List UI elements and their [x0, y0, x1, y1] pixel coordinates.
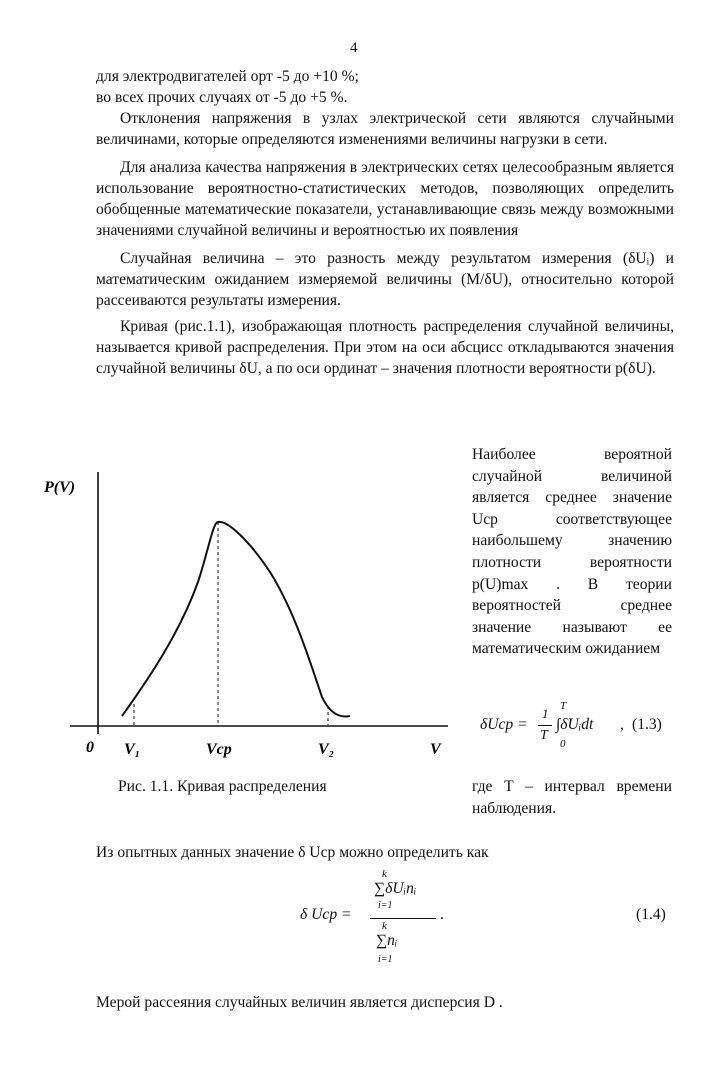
formula-1-4-numerator: ∑δUᵢnᵢ: [374, 880, 417, 897]
paragraph-after-figure: Из опытных данных значение δ Uср можно определить как: [96, 844, 489, 861]
formula-1-4-sum-bottom-num: i=1: [378, 900, 393, 911]
formula-1-4: [300, 868, 680, 978]
last-line-block: [96, 992, 674, 1013]
tick-label-v1: V₁: [124, 741, 141, 758]
origin-label: 0: [86, 739, 94, 756]
figure-caption: Рис. 1.1. Кривая распределения: [118, 778, 327, 795]
equation-number-1-4: (1.4): [636, 906, 666, 923]
formula-1-4-tail: .: [440, 906, 444, 923]
formula-1-3-int-lower: 0: [560, 738, 566, 750]
x-axis-label: V: [430, 741, 441, 758]
formula-1-4-sum-bottom-den: i=1: [378, 954, 393, 965]
formula-1-3: [480, 700, 680, 758]
formula-1-3-frac-den: T: [540, 728, 548, 743]
tick-label-vcp: Vср: [206, 741, 232, 758]
paragraph-1: Отклонения напряжения в узлах электрической сети являются случайными величинами, которые определяются изменениями величины нагрузки в сети.: [96, 110, 674, 148]
top-text-block: [96, 66, 674, 379]
formula-1-4-sum-top-den: k: [382, 920, 387, 932]
formula-1-4-sum-top-num: k: [382, 868, 387, 880]
side-text: Наиболее вероятной случайной величиной является среднее значение Uср соответствующее наибольшему значению плотности вероятности p(U)max . В теории вероятностей среднее значение называют ее математическим ожиданием: [472, 446, 672, 658]
distribution-curve-figure: [30, 462, 490, 782]
paragraph-2: Для анализа качества напряжения в электрических сетях целесообразным является использование вероятностно-статистических методов, позволяющих определить обобщенные математические показатели, устанавливающие связь между возможными значениями случайной величины и вероятностью их появления: [96, 159, 674, 239]
page-number: 4: [350, 40, 358, 56]
formula-1-3-tail: ,: [620, 716, 624, 733]
list-line-1: для электродвигателей орт -5 до +10 %;: [96, 68, 359, 85]
last-line: Мерой рассеяния случайных величин является дисперсия D .: [96, 994, 503, 1011]
formula-1-3-integrand: ∫δUᵢdt: [556, 716, 594, 733]
formula-1-3-frac-bar: [538, 725, 552, 726]
formula-1-4-frac-bar: [370, 918, 436, 919]
formula-1-3-frac-num: 1: [542, 706, 549, 721]
formula-1-4-denominator: ∑nᵢ: [376, 932, 398, 949]
after-formula-text: где T – интервал времени наблюдения.: [472, 778, 672, 817]
formula-1-3-int-upper: T: [560, 700, 567, 712]
equation-number-1-3: (1.3): [632, 716, 662, 733]
list-line-2: во всех прочих случаях от -5 до +5 %.: [96, 89, 348, 106]
formula-1-3-lhs: δUср =: [480, 716, 528, 733]
formula-1-4-lhs: δ Uср =: [300, 906, 352, 923]
paragraph-4: Кривая (рис.1.1), изображающая плотность распределения случайной величины, называется кривой распределения. При этом на оси абсцисс откладываются значения случайной величины δU, а по оси ординат – значения плотности вероятности p(δU).: [96, 318, 674, 377]
paragraph-after-figure-block: [96, 842, 674, 863]
paragraph-3: Случайная величина – это разность между результатом измерения (δUᵢ) и математическим ожиданием измеряемой величины (M/δU), относительно которой рассеиваются результаты измерения.: [96, 250, 674, 309]
y-axis-label: P(V): [44, 479, 76, 496]
distribution-curve: [122, 522, 350, 717]
tick-label-v2: V₂: [318, 741, 335, 758]
